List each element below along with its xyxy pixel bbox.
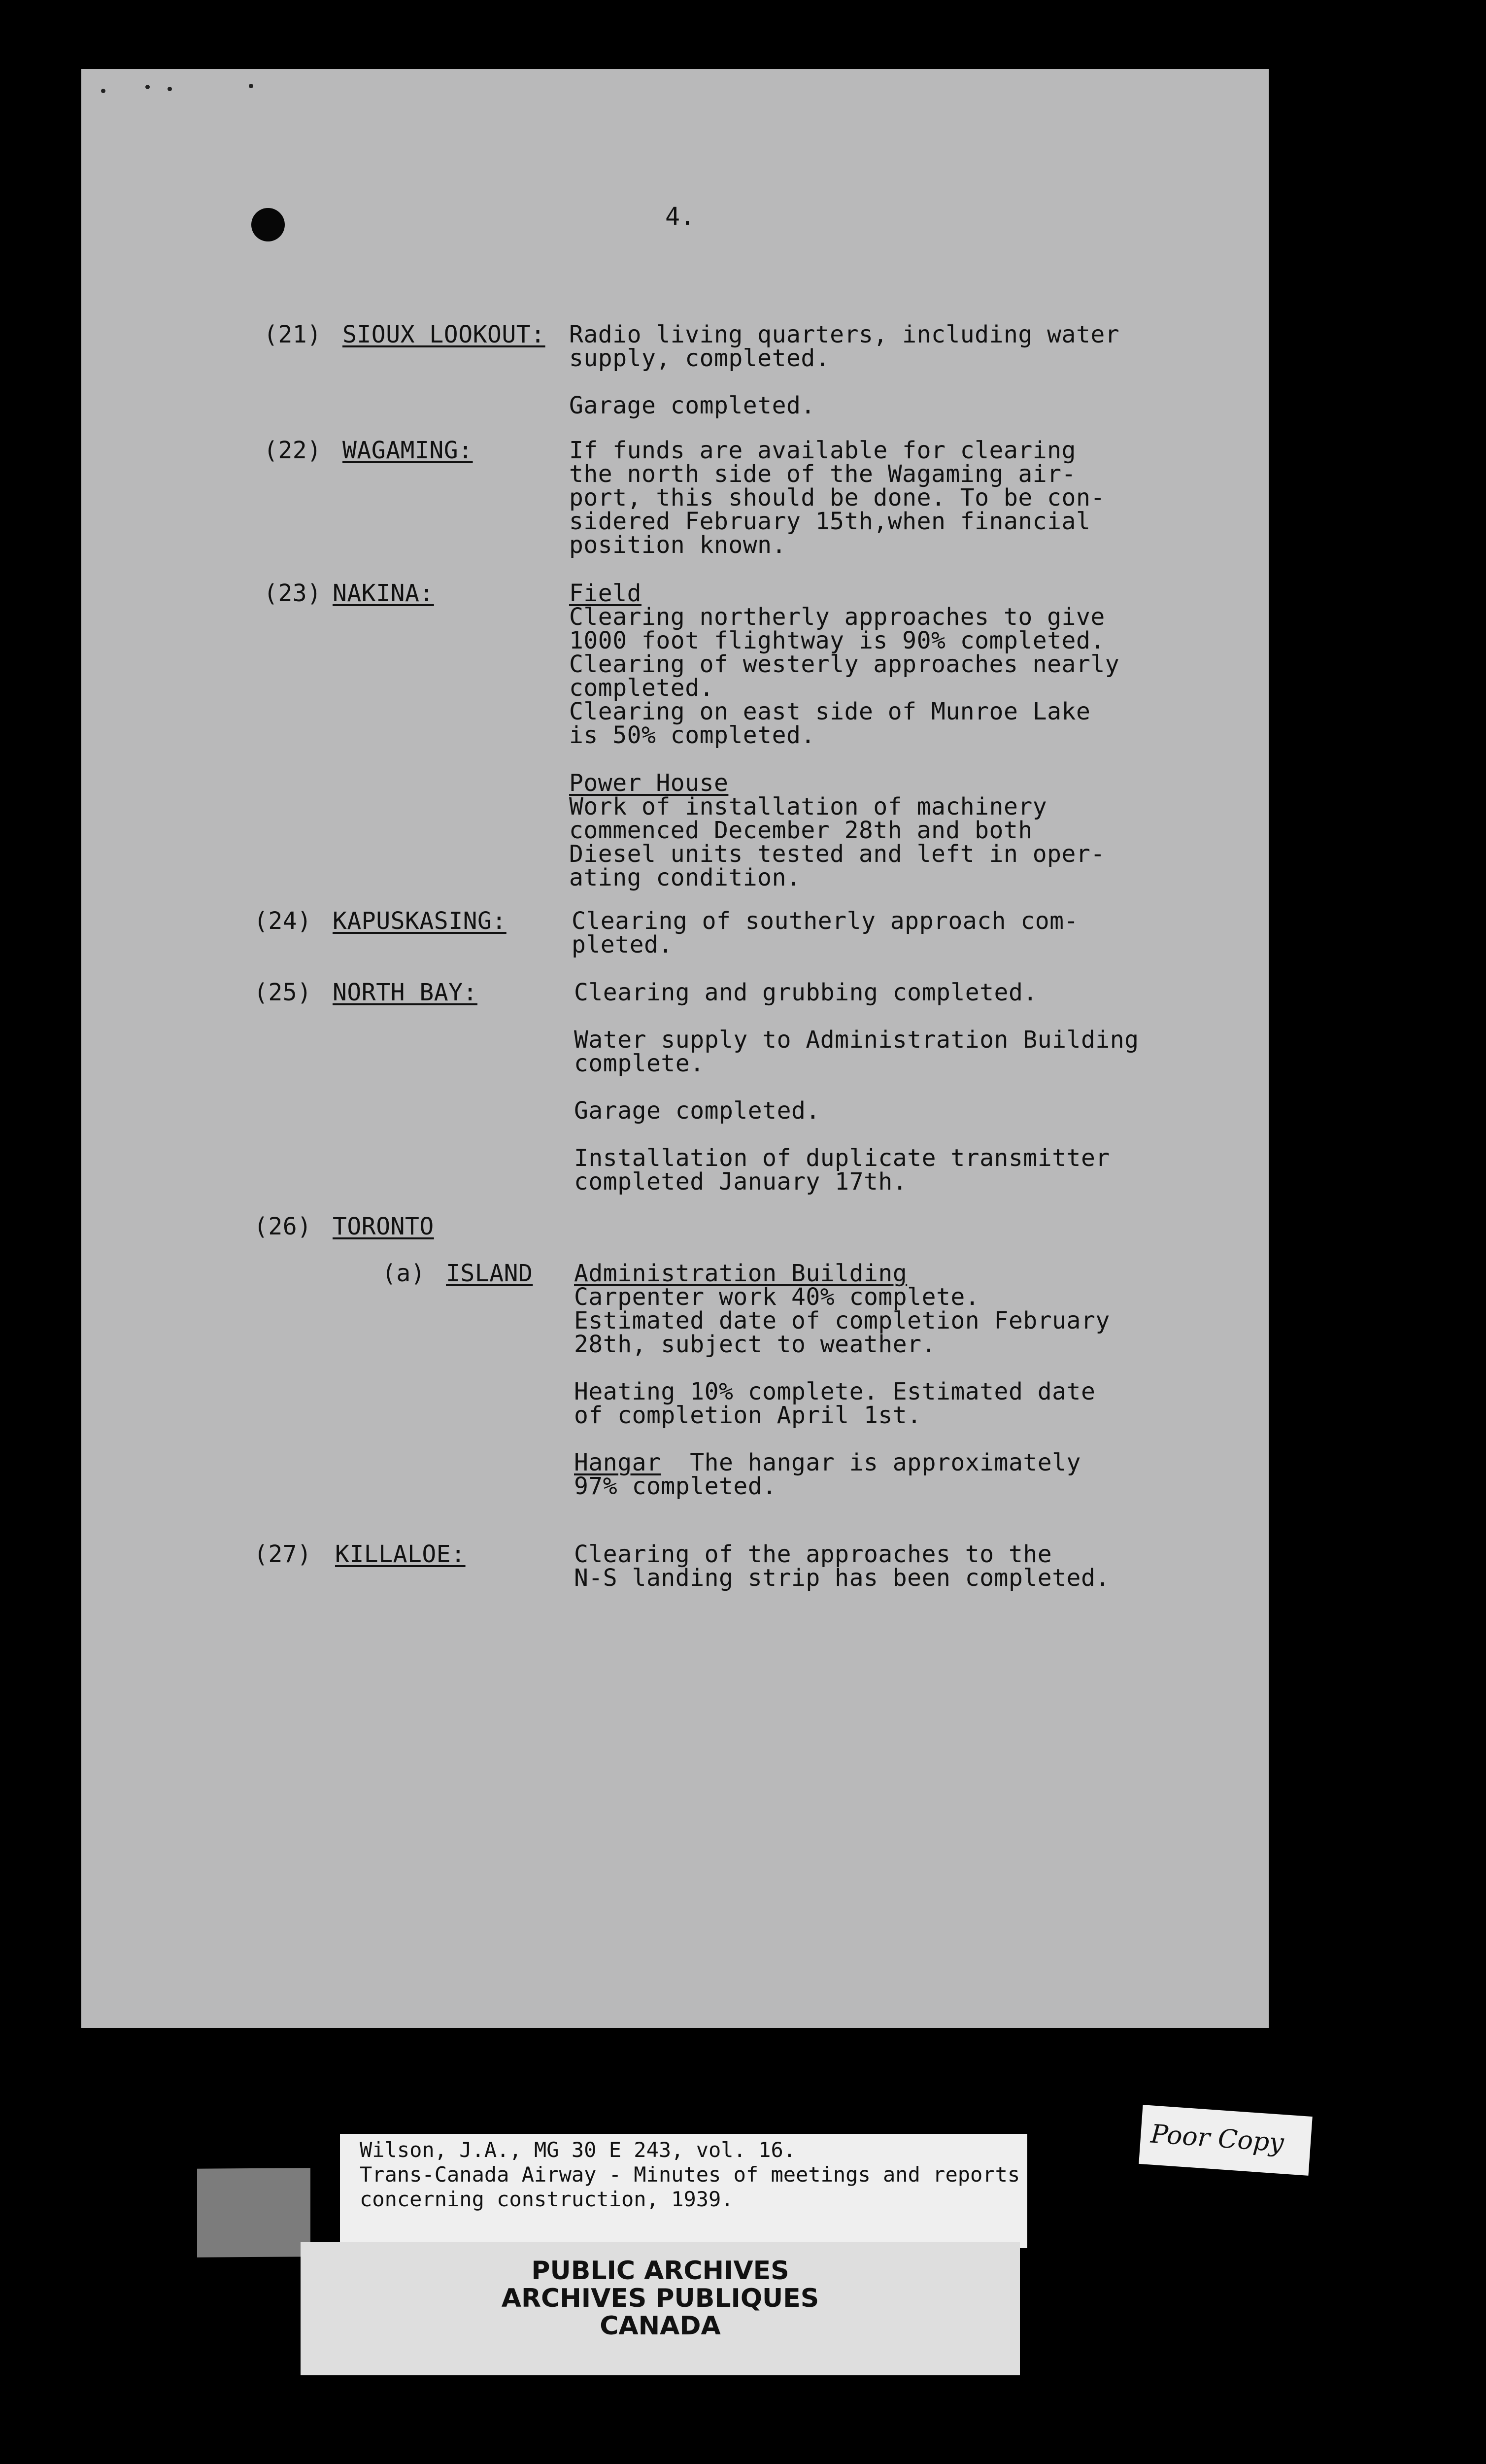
page-number: 4. — [665, 202, 695, 231]
entry-place: TORONTO — [333, 1213, 434, 1240]
entry-number: (25) — [254, 979, 312, 1006]
entry-number: (24) — [254, 907, 312, 935]
sub-label: (a) — [382, 1260, 426, 1287]
citation-card — [340, 2134, 1027, 2248]
citation-line: Trans-Canada Airway - Minutes of meetings and reports — [360, 2162, 1020, 2187]
entry-body: If funds are available for clearing the north side of the Wagaming air- port, this should be done. To be con- sidered February 15th,when financial position known. — [569, 437, 1105, 559]
poor-copy-text: Poor Copy — [1149, 2119, 1285, 2158]
entry-number: (26) — [254, 1213, 312, 1240]
citation-line: Wilson, J.A., MG 30 E 243, vol. 16. — [360, 2138, 796, 2162]
entry-place: NORTH BAY: — [333, 979, 477, 1006]
speck — [249, 84, 253, 88]
entry-body: Radio living quarters, including water supply, completed. Garage completed. — [569, 321, 1120, 419]
speck — [168, 87, 172, 91]
entry-number: (22) — [264, 437, 322, 464]
entry-place: NAKINA: — [333, 580, 434, 607]
entry-number: (27) — [254, 1540, 312, 1568]
punch-hole — [251, 208, 285, 241]
administration-building-heading: Administration Building — [574, 1260, 908, 1287]
stamp-line: CANADA — [600, 2311, 721, 2341]
citation-line: concerning construction, 1939. — [360, 2187, 734, 2211]
entry-body: Administration Building Carpenter work 40% complete. Estimated date of completion February 28th, subject to weather. Heating 10% complete. Estimated date of completion April 1st. Hangar The hangar is approximately 97% completed. — [574, 1260, 1110, 1500]
entry-body: Clearing and grubbing completed. Water supply to Administration Building complete. Garage completed. Installation of duplicate transmitter completed January 17th. — [574, 979, 1139, 1196]
tape-left — [197, 2168, 310, 2258]
entry-number: (23) — [264, 580, 322, 607]
speck — [145, 85, 150, 89]
field-heading: Field — [569, 580, 642, 607]
entry-body: Power House Work of installation of machinery commenced December 28th and both Diesel units tested and left in oper- ating condition. — [569, 769, 1105, 891]
entry-body: Field Clearing northerly approaches to give 1000 foot flightway is 90% completed. Clearing of westerly approaches nearly completed. Clearing on east side of Munroe Lake is 50% completed. — [569, 580, 1120, 749]
stamp-line: PUBLIC ARCHIVES — [531, 2256, 789, 2286]
hangar-heading: Hangar — [574, 1449, 661, 1476]
entry-number: (21) — [264, 321, 322, 348]
entry-place: SIOUX LOOKOUT: — [342, 321, 545, 348]
poor-copy-note — [1139, 2105, 1313, 2176]
entry-body: Clearing of the approaches to the N-S landing strip has been completed. — [574, 1540, 1110, 1592]
entry-place: KAPUSKASING: — [333, 907, 507, 935]
archives-stamp — [301, 2242, 1020, 2375]
speck — [101, 89, 105, 93]
entry-body: Clearing of southerly approach com- pleted. — [572, 907, 1079, 958]
entry-place: KILLALOE: — [335, 1540, 466, 1568]
entry-place: WAGAMING: — [342, 437, 473, 464]
sub-place: ISLAND — [446, 1260, 533, 1287]
power-house-heading: Power House — [569, 769, 729, 797]
stamp-line: ARCHIVES PUBLIQUES — [501, 2284, 819, 2313]
